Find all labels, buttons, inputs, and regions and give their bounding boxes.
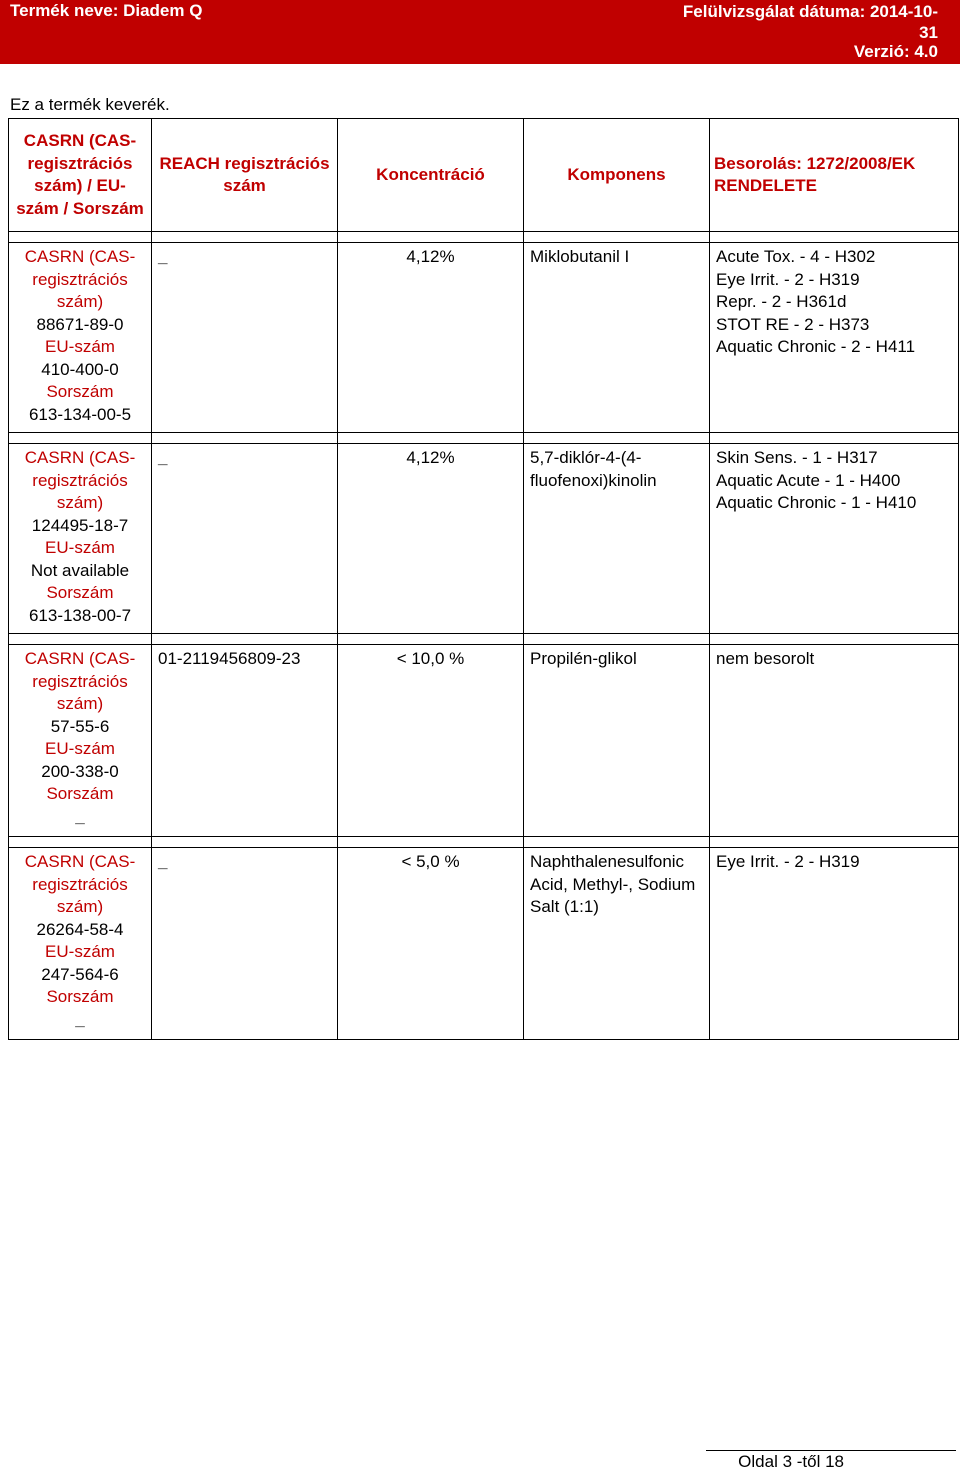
row-spacer: [9, 433, 959, 444]
table-row: [9, 645, 959, 837]
cell-classification: [710, 243, 959, 433]
cas-number: 26264-58-4: [36, 919, 124, 939]
footer-rule: [706, 1450, 956, 1451]
header-classification: Besorolás: 1272/2008/EK RENDELETE: [710, 119, 959, 232]
cell-concentration: 4,12%: [338, 243, 524, 433]
cell-component: 5,7-diklór-4-(4-fluofenoxi)kinolin: [524, 444, 710, 634]
casrn-label: CASRN (CAS-regisztrációs szám): [24, 448, 136, 512]
row-spacer: [9, 232, 959, 243]
header-concentration: Koncentráció: [338, 119, 524, 232]
eu-label: EU-szám: [45, 739, 115, 758]
table-row: [9, 444, 959, 634]
header-id: CASRN (CAS-regisztrációs szám) / EU-szám / Sorszám: [9, 119, 152, 232]
cas-number: 124495-18-7: [31, 515, 129, 535]
row-spacer: [9, 837, 959, 848]
cell-concentration: < 10,0 %: [338, 645, 524, 837]
casrn-label: CASRN (CAS-regisztrációs szám): [24, 649, 136, 713]
hazard-statement: Eye Irrit. - 2 - H319: [716, 852, 860, 871]
product-name: Termék neve: Diadem Q: [10, 1, 203, 20]
cell-reach: _: [152, 243, 338, 433]
index-number: _: [75, 1009, 85, 1029]
eu-number: 200-338-0: [41, 761, 119, 781]
cas-number: 88671-89-0: [36, 314, 124, 334]
header-reach: REACH regisztrációs szám: [152, 119, 338, 232]
table-row: [9, 243, 959, 433]
table-header-row: [9, 119, 959, 232]
hazard-statement: Aquatic Acute - 1 - H400: [716, 470, 901, 490]
index-number: 613-138-00-7: [28, 605, 132, 625]
hazard-statement: Aquatic Chronic - 2 - H411: [716, 337, 916, 356]
cell-component: Propilén-glikol: [524, 645, 710, 837]
eu-number: 410-400-0: [41, 359, 119, 379]
cell-component: Naphthalenesulfonic Acid, Methyl-, Sodium Salt (1:1): [524, 848, 710, 1040]
eu-label: EU-szám: [45, 538, 115, 557]
cell-classification: [710, 444, 959, 634]
hazard-statement: Acute Tox. - 4 - H302: [716, 247, 876, 266]
cell-concentration: < 5,0 %: [338, 848, 524, 1040]
eu-label: EU-szám: [45, 337, 115, 356]
hazard-statement: Aquatic Chronic - 1 - H410: [716, 493, 917, 512]
version: Verzió: 4.0: [853, 42, 938, 61]
revision-date: Felülvizsgálat dátuma: 2014-10-31: [682, 2, 938, 42]
index-label: Sorszám: [46, 382, 114, 401]
mixture-statement: Ez a termék keverék.: [10, 95, 170, 114]
index-number: 613-134-00-5: [28, 404, 132, 424]
table-row: [9, 848, 959, 1040]
index-label: Sorszám: [46, 784, 114, 803]
eu-label: EU-szám: [45, 942, 115, 961]
cell-reach: _: [152, 444, 338, 634]
index-label: Sorszám: [46, 987, 114, 1006]
header-component: Komponens: [524, 119, 710, 232]
cell-component: Miklobutanil I: [524, 243, 710, 433]
cell-classification: [710, 848, 959, 1040]
cell-classification: [710, 645, 959, 837]
cell-identifiers: [9, 444, 152, 634]
page-number: Oldal 3 -től 18: [738, 1452, 844, 1471]
hazard-statement: STOT RE - 2 - H373: [716, 314, 870, 334]
cell-reach: _: [152, 848, 338, 1040]
eu-number: Not available: [30, 560, 130, 580]
composition-table: [8, 118, 959, 1040]
document-header: [0, 0, 960, 64]
hazard-statement: Skin Sens. - 1 - H317: [716, 448, 878, 467]
hazard-statement: nem besorolt: [716, 649, 815, 668]
cell-reach: 01-2119456809-23: [152, 645, 338, 837]
casrn-label: CASRN (CAS-regisztrációs szám): [24, 247, 136, 311]
cell-concentration: 4,12%: [338, 444, 524, 634]
eu-number: 247-564-6: [41, 964, 119, 984]
hazard-statement: Repr. - 2 - H361d: [716, 292, 847, 311]
index-number: _: [75, 806, 85, 826]
table-body: [9, 232, 959, 1040]
row-spacer: [9, 634, 959, 645]
cell-identifiers: [9, 645, 152, 837]
hazard-statement: Eye Irrit. - 2 - H319: [716, 269, 860, 289]
cas-number: 57-55-6: [50, 716, 110, 736]
index-label: Sorszám: [46, 583, 114, 602]
cell-identifiers: [9, 848, 152, 1040]
casrn-label: CASRN (CAS-regisztrációs szám): [24, 852, 136, 916]
cell-identifiers: [9, 243, 152, 433]
